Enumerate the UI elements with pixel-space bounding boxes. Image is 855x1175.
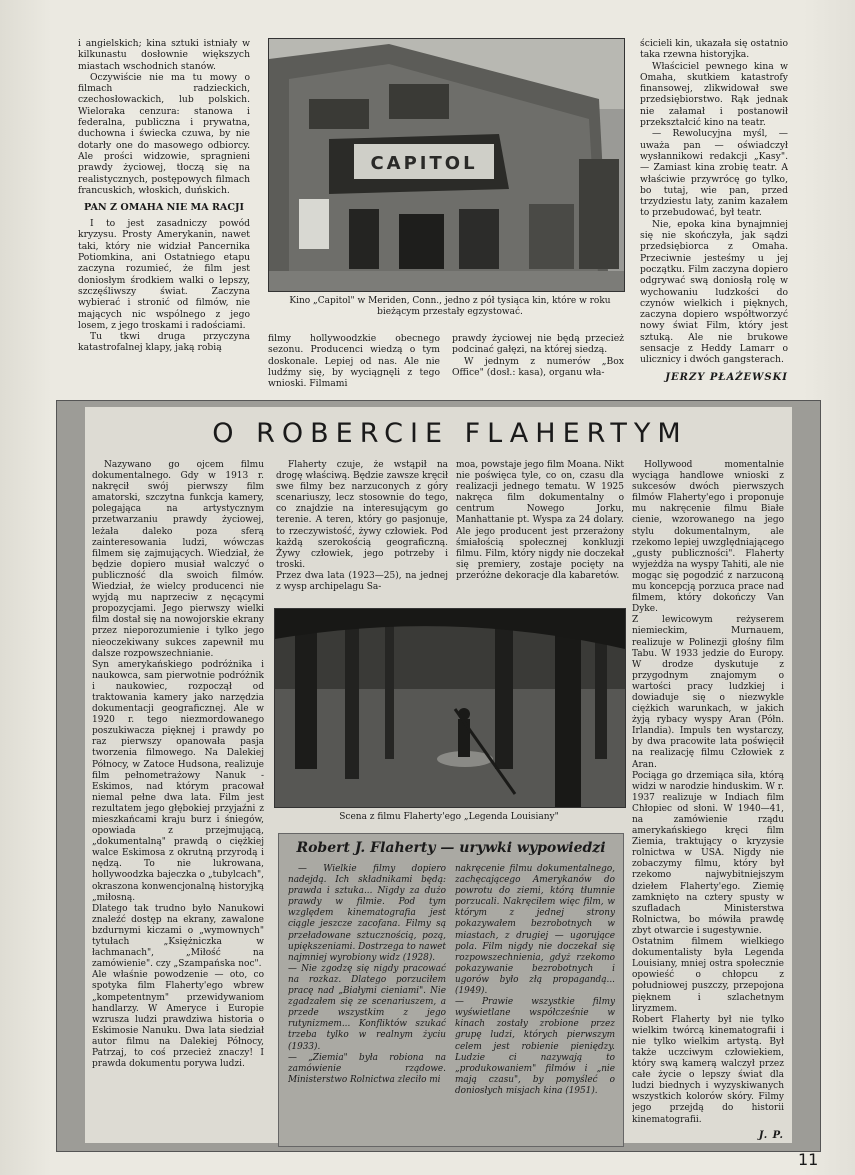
article-column-4 bbox=[632, 460, 784, 1145]
quotes-right-text: nakręcenie filmu dokumentalnego, zachęcającego Amerykanów do powrotu do ziemi, którą tłumnie porzucali. Nakręciłem więc film, w którym z jednej strony pokazywałem bezrobotnych w miastach, z drugiej — ugorujące pola. Film nigdy nie doczekał się rozpowszechnienia, gdyż rzekomo pokazywanie bezrobotnych i ugorów było złą propagandą... (1949). — Prawie wszystkie filmy wyświetlane współcześnie w kinach zostały zrobione przez grupę ludzi, których pierwszym celem jest robienie pieniędzy. Ludzie ci nazywają to „produkowaniem" filmów i „nie mają czasu", by pomyśleć o doniosłych misjach kina (1951). bbox=[455, 864, 615, 1096]
top-col1-para4: Tu tkwi druga przyczyna katastrofalnej klapy, jaką robią bbox=[78, 331, 250, 354]
capitol-photo-illustration bbox=[269, 39, 624, 291]
top-column-1 bbox=[78, 38, 250, 393]
louisiana-photo-illustration bbox=[275, 609, 625, 807]
top-column-3 bbox=[640, 38, 788, 393]
louisiana-photo-caption: Scena z filmu Flaherty'ego „Legenda Louisiany" bbox=[339, 812, 559, 822]
article-column-3 bbox=[456, 460, 624, 600]
article-col1-text: Nazywano go ojcem filmu dokumentalnego. Gdy w 1913 r. nakręcił swój pierwszy film amatorski, szczytna funkcja kamery, polegająca na artystycznym przetwarzaniu prawdy życiowej, leżała daleko poza sferą zainteresowania ludzi, wówczas filmem się zajmujących. Wiedział, że będzie dopiero musiał walczyć o publiczność dla swoich filmów. Wiedział, że wielcy producenci nie wyjdą mu naprzeciw z nęcącymi propozycjami. Jego pierwszy wielki film dostał się na nowojorskie ekrany przez nieporozumienie i tylko jego nieoczekiwany sukces zapewnił mu dalsze rozpowszechnianie. Syn amerykańskiego podróżnika i naukowca, sam pierwotnie podróżnik i naukowiec, rozpoczął od traktowania kamery jako narzędzia dokumentacji geograficznej. Ale w 1920 r. tego niezmordowanego poszukiwacza pięknej i prawdy po raz pierwszy opanowała pasja tworzenia filmowego. Na Dalekiej Północy, w Zatoce Hudsona, realizuje film pełnometrażowy Nanuk - Eskimos, nad którym pracował niemal pełne dwa lata. Film jest rezultatem jego głębokiej przyjaźni z mieszkańcami kraju burz i śniegów, opowiada z przejmującą, „dokumentalną" prawdą o ciężkiej walce Eskimosa z okrutną przyrodą i nędzą. To nie lukrowana, hollywoodzka bajeczka o „tubylcach", okraszona konwencjonalną historyjką „miłosną. Dlatego tak trudno było Nanukowi znaleźć dostęp na ekrany, zawalone bzdurnymi kiczami o „wymownych" tytułach „Księżniczka w łachmanach", „Miłość na zamówienie". czy „Szampańska noc". Ale właśnie powodzenie — oto, co spotyka film Flaherty'ego wbrew „kompetentnym" przewidywaniom handlarzy. W Ameryce i Europie wzrusza ludzi prawdziwa historia o Eskimosie Nanuku. Dwa lata siedział autor filmu na Dalekiej Północy, Patrzaj, to coś przecież znaczy! I prawda dokumentu porywa ludzi. bbox=[92, 460, 264, 1070]
top-col1-para3: I to jest zasadniczy powód kryzysu. Prosty Amerykanin, nawet taki, który nie widział Pancernika Potiomkina, ani Ostatniego etapu zaczyna rozumieć, że film jest doniosłym środkiem walki o lepszy, szczęśliwszy świat. Zaczyna wybierać i stronić od filmów, nie mających nic wspólnego z jego losem, z jego troskami i radościami. bbox=[78, 218, 250, 331]
quotes-column-right bbox=[455, 864, 615, 1142]
article-column-1 bbox=[92, 460, 264, 1140]
top-col3-para1: ścicieli kin, ukazała się ostatnio taka rzewna historyjka. bbox=[640, 38, 788, 61]
top-col1-para2: Oczywiście nie ma tu mowy o filmach radzieckich, czechosłowackich, lub polskich. Wieloraka cenzura: stanowa i federalna, publiczna i prywatna, duchowna i świecka czuwa, by nie dotarły one do masowego odbiorcy. Ale prości widzowie, spragnieni prawdy życiowej, tłoczą się na realistycznych, postępowych filmach francuskich, włoskich, duńskich. bbox=[78, 71, 250, 196]
article-column-2 bbox=[276, 460, 448, 600]
quotes-title: Robert J. Flaherty — urywki wypowiedzi bbox=[296, 840, 606, 856]
article-title: O ROBERCIE FLAHERTYM bbox=[212, 418, 688, 449]
top-col1-intro: i angielskich; kina sztuki istniały w kilkunastu dosłownie większych miastach wschodnich stanów. bbox=[78, 38, 250, 72]
under-photo-column-a bbox=[268, 333, 440, 393]
top-col3-para2: Właściciel pewnego kina w Omaha, skutkiem katastrofy finansowej, zlikwidował swe przedsiębiorstwo. Rąk jednak nie załamał i postanowił przekształcić kino na teatr. bbox=[640, 60, 788, 129]
section-heading-omaha: PAN Z OMAHA NIE MA RACJI bbox=[83, 202, 245, 214]
under-photo-column-b bbox=[452, 333, 624, 393]
quotes-left-text: — Wielkie filmy dopiero nadejdą. Ich składnikami będą: prawda i sztuka... Nigdy za dużo prawdy w filmie. Pod tym względem kinematografia jest ciągle jeszcze zacofana. Filmy są przeładowane sztucznością, pozą, upiększeniami. Dostrzega to nawet najmniej wyrobiony widz (1928). — Nie zgodzę się nigdy pracować na rozkaz. Dlatego porzuciłem pracę nad „Białymi cieniami". Nie zgadzałem się ze scenariuszem, a przede wszystkim z jego rutynizmem... Konfliktów szukać trzeba tylko w realnym życiu (1933). — „Ziemia" była robiona na zamówienie rządowe. Ministerstwo Rolnictwa zleciło mi bbox=[288, 864, 446, 1085]
quotes-column-left bbox=[288, 864, 446, 1142]
article-col3-text: moa, powstaje jego film Moana. Nikt nie poświęca tyle, co on, czasu dla realizacji jednego tematu. W 1925 nakręca film dokumentalny o centrum Nowego Jorku, Manhattanie pt. Wyspa za 24 dolary. Ale jego producent jest przerażony śmiałością społecznej konkluzji filmu. Film, który nigdy nie doczekał się premiery, zostaje pocięty na przeróżne dekoracje dla kabaretów. bbox=[456, 460, 624, 581]
top-col3-para4: Nie, epoka kina bynajmniej się nie skończyła, jak sądzi przedsiębiorca z Omaha. Przeciwnie jesteśmy u jej początku. Film zaczyna dopiero odgrywać swą doniosłą rolę w wychowaniu ludzkości do czynów wielkich i pięknych, zaczyna dopiero współtworzyć nowy świat Film, który jest sztuką. Ale nie brukowe sensacje z Heddy Lamarr o ulicznicy i dwóch gangsterach. bbox=[640, 218, 788, 366]
article-col2-text: Flaherty czuje, że wstąpił na drogę właściwą. Będzie zawsze kręcił swe filmy bez narzuconych z góry scenariuszy, lecz stosownie do tego, co znajdzie na interesującym go terenie. A teren, który go pasjonuje, to rzeczywistość, żywy człowiek. Pod każdą szerokością geograficzną. Żywy człowiek, jego potrzeby i troski. Przez dwa lata (1923—25), na jednej z wysp archipelagu Sa- bbox=[276, 460, 448, 593]
top-col3-para3: — Rewolucyjna myśl, — uważa pan — oświadczył wysłannikowi redakcji „Kasy". — Zamiast kina zrobię teatr. A właściwie przywrócę go tylko, bo tutaj, wie pan, przed trzydziestu laty, zanim kazałem to przebudować, był teatr. bbox=[640, 128, 788, 219]
under-photo-text-a: filmy hollywoodzkie obecnego sezonu. Producenci wiedzą o tym doskonale. Lepiej od nas. Ale nie ludźmy się, by wyciągnęli z tego wnioski. Filmami bbox=[268, 333, 440, 390]
under-photo-text-b: prawdy życiowej nie będą przecież podcinać gałęzi, na której siedzą. bbox=[452, 333, 624, 356]
capitol-sign-text: CAPITOL bbox=[370, 153, 478, 174]
louisiana-story-photo bbox=[274, 608, 626, 808]
capitol-cinema-photo bbox=[268, 38, 625, 292]
capitol-photo-caption: Kino „Capitol" w Meriden, Conn., jedno z pół tysiąca kin, które w roku bieżącym przestały egzystować. bbox=[289, 296, 611, 317]
author-signature: JERZY PŁAŻEWSKI bbox=[665, 371, 788, 383]
under-photo-text-b2: W jednym z numerów „Box Office" (dosł.: kasa), organu wła- bbox=[452, 355, 624, 378]
article-signature: J. P. bbox=[758, 1129, 784, 1141]
article-col4-text: Hollywood momentalnie wyciąga handlowe wnioski z sukcesów dwóch pierwszych filmów Flaherty'ego i proponuje mu nakręcenie filmu Białe cienie, wzorowanego na jego stylu dokumentalnym, ale rzekomo lepiej uwzględniającego „gusty publiczności". Flaherty wyjeżdża na wyspy Tahiti, ale nie mogąc się pogodzić z narzuconą mu koncepcją porzuca prace nad filmem, który dokończy Van Dyke. Z lewicowym reżyserem niemieckim, Murnauem, realizuje w Polinezji głośny film Tabu. W 1933 jedzie do Europy. W drodze dyskutuje z przygodnym znajomym o wartości pracy ludzkiej i dowiaduje się o niezwykle ciężkich warunkach, w jakich żyją rybacy wyspy Aran (Półn. Irlandia). Impuls ten wystarczy, by dwa pracowite lata poświęcił na realizację filmu Człowiek z Aran. Pociąga go drzemiąca siła, którą widzi w narodzie hinduskim. W r. 1937 realizuje w Indiach film Chłopiec od słoni. W 1940—41, na zamówienie rządu amerykańskiego kręci film Ziemia, traktujący o kryzysie rolnictwa w USA. Nigdy nie zobaczymy filmu, który był rzekomo najwybitniejszym dziełem Flaherty'ego. Ziemię zamknięto na cztery spusty w szufladach Ministerstwa Rolnictwa, bo mówiła prawdę zbyt otwarcie i sugestywnie. Ostatnim filmem wielkiego dokumentalisty była Legenda Louisiany, mniej ostra społecznie opowieść o chłopcu z południowej puszczy, przepojona pięknem i szlachetnym liryzmem. Robert Flaherty był nie tylko wielkim twórcą kinematografii i nie tylko wielkim artystą. Był także uczciwym człowiekiem, który swą kamerą walczył przez całe życie o lepszy świat dla ludzi biednych i wyzyskiwanych wszystkich kolorów skóry. Filmy jego przejdą do historii kinematografii. bbox=[632, 460, 784, 1125]
page-number: 11 bbox=[798, 1150, 819, 1169]
